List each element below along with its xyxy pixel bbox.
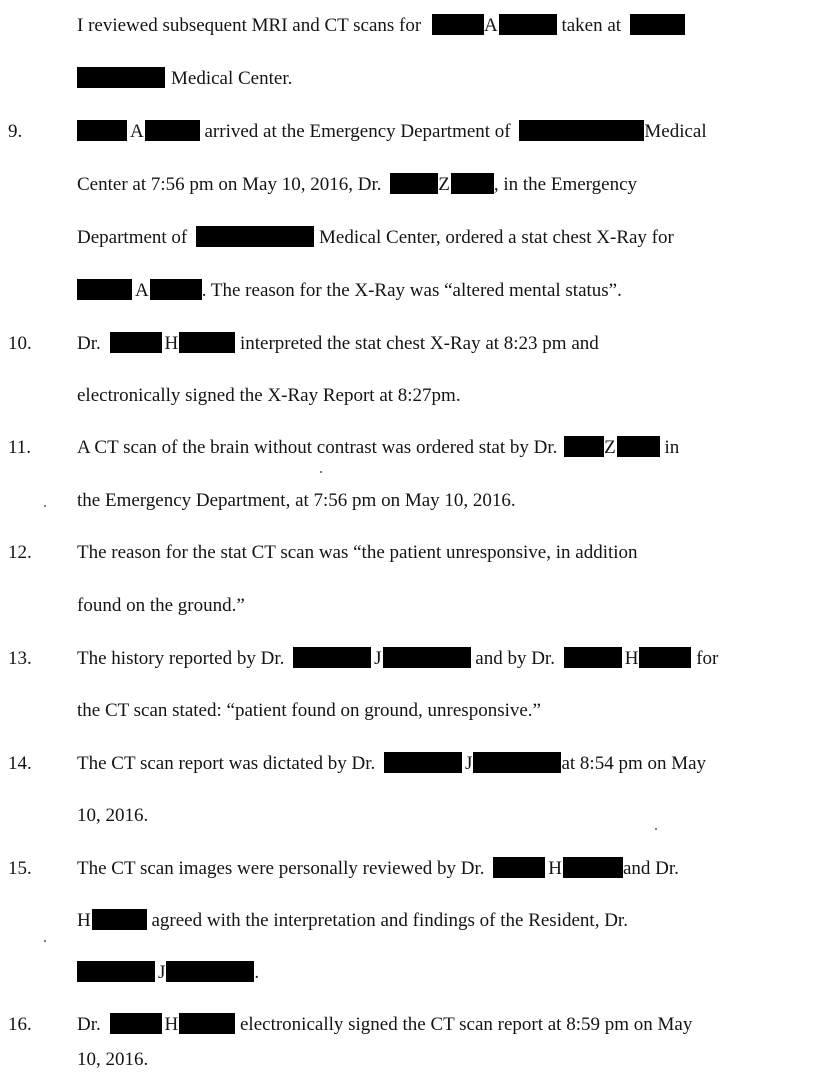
paragraph-number: 12. bbox=[8, 542, 32, 563]
scan-speck bbox=[44, 505, 46, 507]
redaction-bar bbox=[390, 173, 438, 194]
redaction-bar bbox=[77, 279, 132, 300]
text-segment: I reviewed subsequent MRI and CT scans for bbox=[77, 15, 422, 36]
redaction-bar bbox=[77, 67, 165, 88]
paragraph-number: 11. bbox=[8, 437, 32, 458]
paragraph-line bbox=[77, 699, 541, 723]
paragraph-line bbox=[77, 647, 718, 671]
text-segment: Medical bbox=[644, 121, 707, 142]
redaction-bar bbox=[519, 120, 644, 141]
text-segment: electronically signed the CT scan report at 8:59 pm on May bbox=[239, 1014, 693, 1035]
paragraph-line bbox=[77, 857, 679, 881]
paragraph-line bbox=[77, 173, 637, 197]
paragraph-number: 13. bbox=[8, 648, 32, 669]
text-segment: Dr. bbox=[77, 333, 101, 354]
redaction-bar bbox=[383, 647, 471, 668]
redaction-bar bbox=[77, 961, 155, 982]
paragraph-line bbox=[77, 1048, 148, 1072]
text-segment: H bbox=[548, 858, 562, 879]
redaction-bar bbox=[493, 857, 545, 878]
text-segment: the CT scan stated: “patient found on ground, unresponsive.” bbox=[77, 700, 541, 721]
text-segment: A bbox=[130, 121, 144, 142]
text-segment: and by Dr. bbox=[475, 648, 555, 669]
redaction-bar bbox=[384, 752, 462, 773]
text-segment: in bbox=[664, 437, 680, 458]
redaction-bar bbox=[499, 14, 557, 35]
redaction-bar bbox=[630, 14, 685, 35]
redaction-bar bbox=[432, 14, 484, 35]
text-segment: A bbox=[483, 15, 498, 36]
text-segment: J bbox=[158, 962, 166, 983]
paragraph-number: 9. bbox=[8, 121, 23, 142]
redaction-bar bbox=[617, 436, 660, 457]
text-segment: Department of bbox=[77, 227, 188, 248]
text-segment: interpreted the stat chest X-Ray at 8:23 pm and bbox=[239, 333, 599, 354]
scan-speck bbox=[655, 828, 657, 830]
redaction-bar bbox=[293, 647, 371, 668]
text-segment: H bbox=[164, 1014, 179, 1035]
text-segment: . bbox=[254, 962, 260, 983]
paragraph-number: 16. bbox=[8, 1014, 32, 1035]
paragraph-line bbox=[77, 541, 638, 565]
redaction-bar bbox=[166, 961, 254, 982]
text-segment: Medical Center. bbox=[171, 68, 293, 89]
paragraph-line bbox=[77, 332, 599, 356]
text-segment: arrived at the Emergency Department of bbox=[204, 121, 511, 142]
redaction-bar bbox=[110, 1013, 162, 1034]
text-segment: A CT scan of the brain without contrast was ordered stat by Dr. bbox=[77, 437, 558, 458]
text-segment: H bbox=[624, 648, 639, 669]
scan-speck bbox=[320, 471, 322, 473]
redaction-bar bbox=[77, 120, 127, 141]
paragraph-line bbox=[77, 120, 707, 144]
paragraph-line bbox=[77, 1013, 692, 1037]
paragraph-line bbox=[77, 752, 706, 776]
text-segment: found on the ground.” bbox=[77, 595, 245, 616]
text-segment: Z bbox=[438, 174, 450, 195]
text-segment: J bbox=[374, 648, 382, 669]
redaction-bar bbox=[110, 332, 162, 353]
paragraph-number: 14. bbox=[8, 753, 32, 774]
text-segment: 10, 2016. bbox=[77, 805, 149, 826]
paragraph-line bbox=[77, 14, 685, 38]
text-segment: for bbox=[696, 648, 719, 669]
paragraph-number: 10. bbox=[8, 333, 32, 354]
paragraph-line bbox=[77, 594, 245, 618]
redaction-bar bbox=[563, 857, 623, 878]
paragraph-number: 15. bbox=[8, 858, 32, 879]
text-segment: Z bbox=[604, 437, 616, 458]
redaction-bar bbox=[179, 1013, 235, 1034]
redaction-bar bbox=[179, 332, 235, 353]
text-segment: electronically signed the X-Ray Report at 8:27pm. bbox=[77, 385, 461, 406]
paragraph-line bbox=[77, 489, 516, 513]
text-segment: 10, 2016. bbox=[77, 1049, 149, 1070]
redaction-bar bbox=[564, 647, 622, 668]
paragraph-line bbox=[77, 909, 628, 933]
paragraph-line bbox=[77, 67, 292, 91]
text-segment: Dr. bbox=[77, 1014, 101, 1035]
redaction-bar bbox=[150, 279, 202, 300]
text-segment: at 8:54 pm on May bbox=[561, 753, 707, 774]
text-segment: H bbox=[164, 333, 179, 354]
text-segment: The history reported by Dr. bbox=[77, 648, 285, 669]
text-segment: The reason for the stat CT scan was “the patient unresponsive, in addition bbox=[77, 542, 638, 563]
text-segment: the Emergency Department, at 7:56 pm on May 10, 2016. bbox=[77, 490, 516, 511]
redaction-bar bbox=[639, 647, 691, 668]
text-segment: agreed with the interpretation and findings of the Resident, Dr. bbox=[151, 910, 628, 931]
redaction-bar bbox=[473, 752, 561, 773]
text-segment: H bbox=[77, 910, 91, 931]
text-segment: J bbox=[465, 753, 473, 774]
paragraph-line bbox=[77, 279, 622, 303]
text-segment: . The reason for the X-Ray was “altered mental status”. bbox=[201, 280, 622, 301]
text-segment: , in the Emergency bbox=[493, 174, 638, 195]
paragraph-line bbox=[77, 226, 674, 250]
paragraph-line bbox=[77, 384, 461, 408]
text-segment: The CT scan images were personally reviewed by Dr. bbox=[77, 858, 485, 879]
paragraph-line bbox=[77, 961, 259, 985]
text-segment: Medical Center, ordered a stat chest X-Ray for bbox=[319, 227, 674, 248]
paragraph-line bbox=[77, 436, 679, 460]
redaction-bar bbox=[564, 436, 604, 457]
text-segment: A bbox=[135, 280, 149, 301]
redaction-bar bbox=[145, 120, 200, 141]
redaction-bar bbox=[92, 909, 147, 930]
redaction-bar bbox=[451, 173, 494, 194]
text-segment: The CT scan report was dictated by Dr. bbox=[77, 753, 376, 774]
text-segment: Center at 7:56 pm on May 10, 2016, Dr. bbox=[77, 174, 382, 195]
paragraph-line bbox=[77, 804, 148, 828]
text-segment: taken at bbox=[561, 15, 622, 36]
scan-speck bbox=[44, 940, 46, 942]
text-segment: and Dr. bbox=[622, 858, 679, 879]
redaction-bar bbox=[196, 226, 314, 247]
